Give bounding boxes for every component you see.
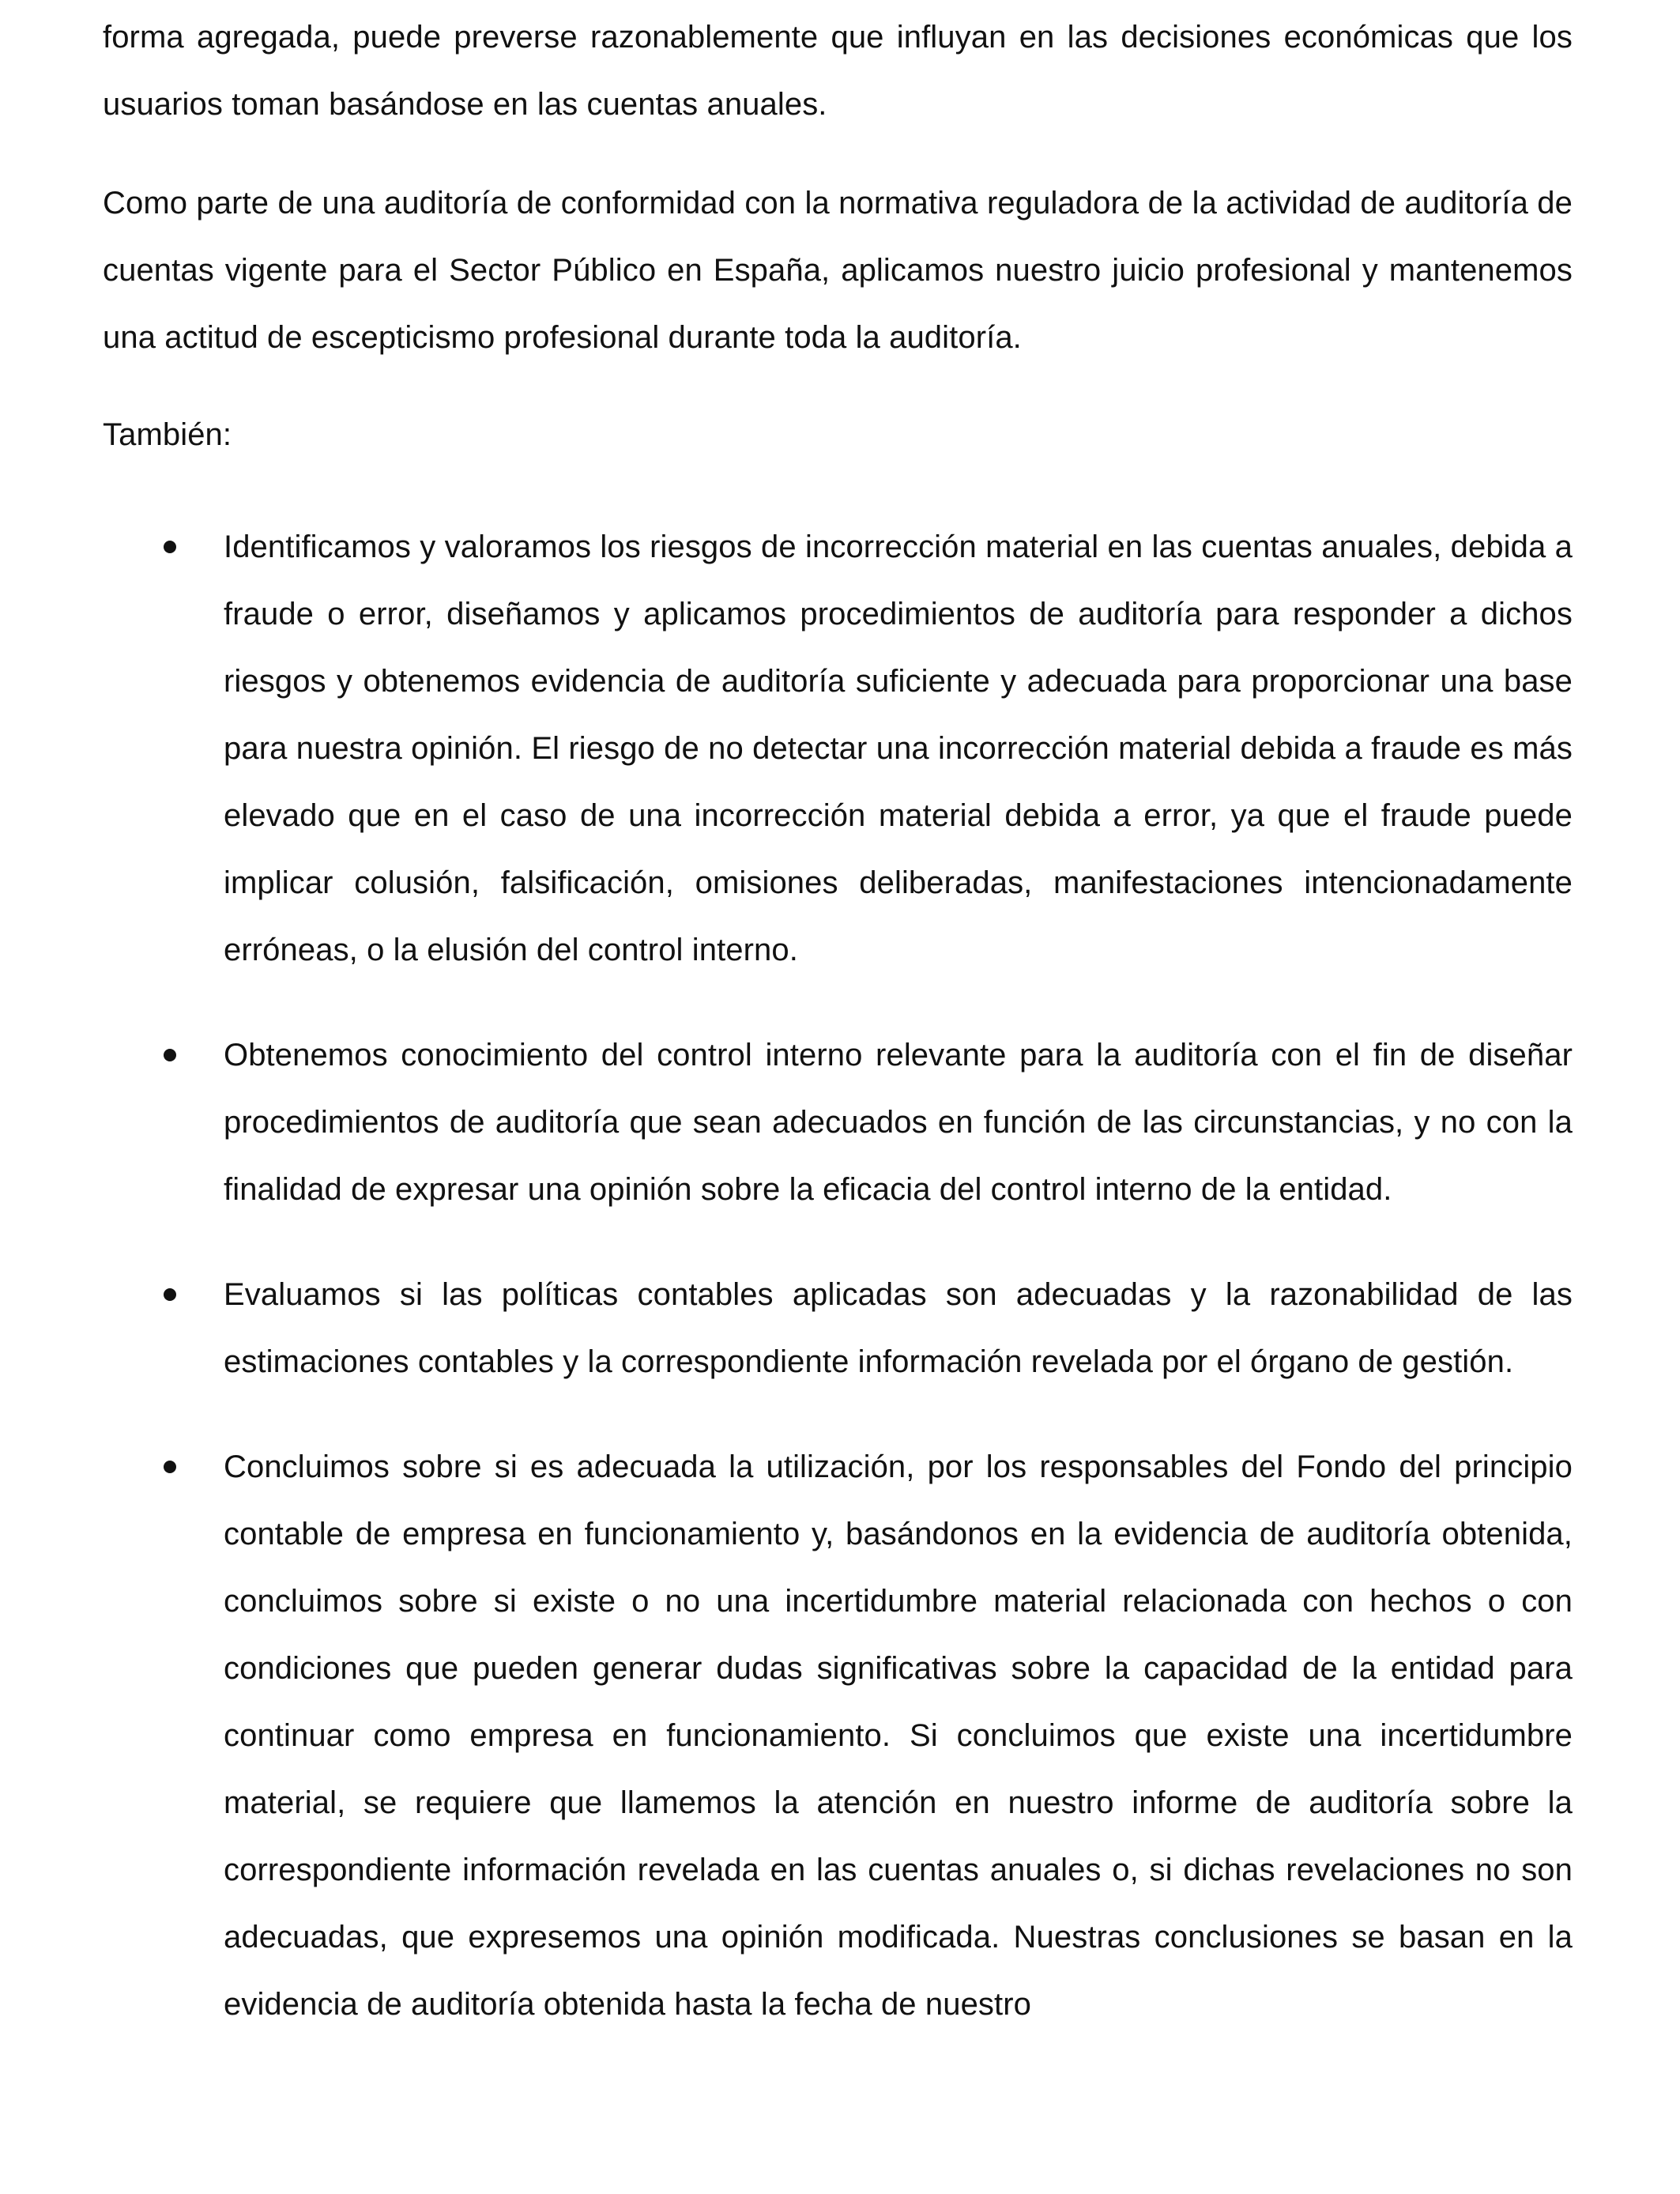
- list-item-text: Obtenemos conocimiento del control interno relevante para la auditoría con el fin de diseñar procedimientos de auditoría que sean adecuados en función de las circunstancias, y no con la finalidad de expresar una opinión sobre la eficacia del control interno de la entidad.: [224, 1038, 1573, 1207]
- list-item: [103, 1022, 1573, 1223]
- list-item: [103, 1434, 1573, 2038]
- document-body: [103, 4, 1573, 2038]
- audit-scope-paragraph: Como parte de una auditoría de conformidad con la normativa reguladora de la actividad de auditoría de cuentas vigente para el Sector Público en España, aplicamos nuestro juicio profesional y mantenemos una actitud de escepticismo profesional durante toda la auditoría.: [103, 186, 1573, 355]
- list-item-text: Identificamos y valoramos los riesgos de incorrección material en las cuentas anuales, debida a fraude o error, diseñamos y aplicamos procedimientos de auditoría para responder a dichos riesgos y obtenemos evidencia de auditoría suficiente y adecuada para proporcionar una base para nuestra opinión. El riesgo de no detectar una incorrección material debida a fraude es más elevado que en el caso de una incorrección material debida a error, ya que el fraude puede implicar colusión, falsificación, omisiones deliberadas, manifestaciones intencionadamente erróneas, o la elusión del control interno.: [224, 530, 1573, 967]
- list-item: [103, 514, 1573, 984]
- also-label: También:: [103, 417, 232, 452]
- list-item: [103, 1261, 1573, 1396]
- list-item-text: Evaluamos si las políticas contables aplicadas son adecuadas y la razonabilidad de las estimaciones contables y la correspondiente información revelada por el órgano de gestión.: [224, 1277, 1573, 1379]
- audit-procedures-list: [103, 514, 1573, 2038]
- bullet-icon: [164, 1288, 176, 1301]
- list-item-text: Concluimos sobre si es adecuada la utilización, por los responsables del Fondo del principio contable de empresa en funcionamiento y, basándonos en la evidencia de auditoría obtenida, concluimos sobre si existe o no una incertidumbre material relacionada con hechos o con condiciones que pueden generar dudas significativas sobre la capacidad de la entidad para continuar como empresa en funcionamiento. Si concluimos que existe una incertidumbre material, se requiere que llamemos la atención en nuestro informe de auditoría sobre la correspondiente información revelada en las cuentas anuales o, si dichas revelaciones no son adecuadas, que expresemos una opinión modificada. Nuestras conclusiones se basan en la evidencia de auditoría obtenida hasta la fecha de nuestro: [224, 1449, 1573, 2022]
- bullet-icon: [164, 541, 176, 553]
- intro-paragraph: forma agregada, puede preverse razonablemente que influyan en las decisiones económicas que los usuarios toman basándose en las cuentas anuales.: [103, 20, 1573, 122]
- bullet-icon: [164, 1049, 176, 1061]
- bullet-icon: [164, 1461, 176, 1473]
